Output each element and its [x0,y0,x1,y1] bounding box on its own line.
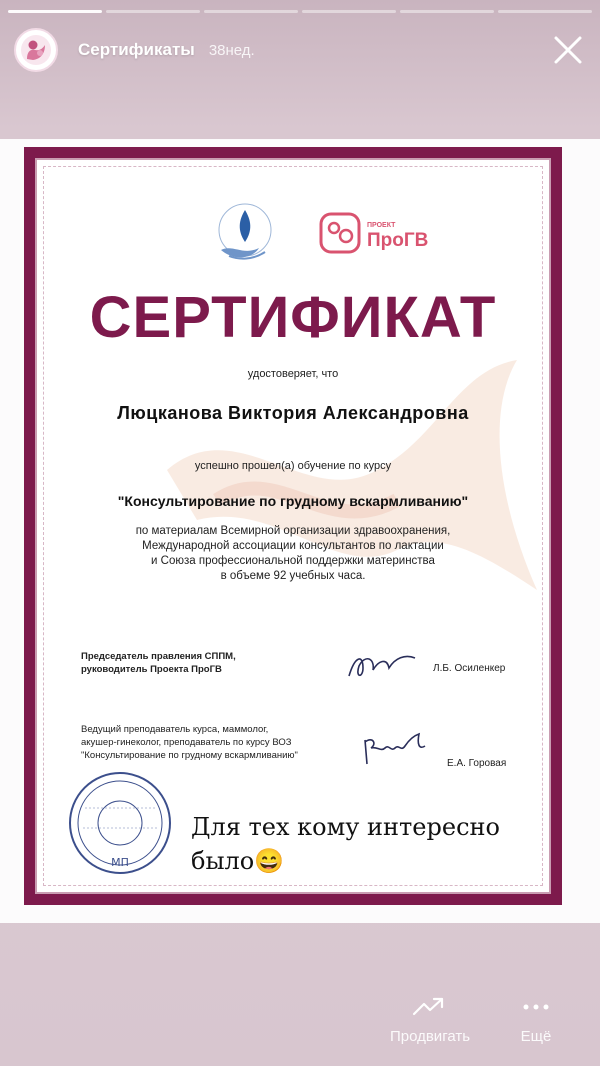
story-actions [0,976,600,1066]
caption-line: было😄 [187,847,288,875]
story-age: 38нед. [208,41,255,59]
promote-label: Продвигать [389,1028,471,1045]
details-line: в объеме 92 учебных часа. [220,570,366,582]
certificate-heading: СЕРТИФИКАТ [89,285,497,350]
progv-logo [319,212,439,262]
details-line: по материалам Всемирной организации здравоохранения, [135,525,451,537]
certificate-body [35,158,551,894]
stamp-seal [65,768,175,878]
avatar[interactable] [14,28,58,72]
progress-segment [106,10,200,13]
mother-baby-logo-icon [19,33,53,67]
more-label: Ещё [520,1028,552,1045]
progv-mark-icon [319,212,361,254]
signer2-role-line: "Консультирование по грудному вскармливанию" [81,750,298,761]
certificate [24,147,562,905]
signer2-name: Е.А. Горовая [447,758,507,769]
signer1-role-line: руководитель Проекта ПроГВ [81,664,222,675]
course-details [37,524,549,584]
progress-segment [400,10,494,13]
details-line: и Союза профессиональной поддержки материнства [151,555,435,567]
story-progress [8,10,592,13]
recipient-name: Люцканова Виктория Александровна [117,403,469,423]
progv-large-label: ПроГВ [367,230,429,251]
certificate-logos [37,200,549,280]
progress-segment [204,10,298,13]
signer1-role-line: Председатель правления СППМ, [81,651,236,662]
certifies-text: удостоверяет, что [247,368,339,380]
story-image [0,139,600,923]
progv-small-label: ПРОЕКТ [367,222,396,229]
close-button[interactable] [552,34,584,66]
details-line: Международной ассоциации консультантов по лактации [142,540,444,552]
signer1-role [81,650,236,676]
stamp-label: МП [111,856,129,869]
signer1-name: Л.Б. Осиленкер [433,663,506,674]
progress-segment [8,10,102,13]
sppm-logo-icon [209,200,281,272]
caption-line: Для тех кому интересно [187,813,504,841]
close-icon [552,34,584,66]
more-dots-icon [518,996,554,1018]
progress-segment [498,10,592,13]
progress-segment [302,10,396,13]
story-header [14,26,586,74]
signer2-role [81,723,298,762]
signer2-role-line: Ведущий преподаватель курса, маммолог, [81,724,269,735]
promote-button[interactable] [370,996,490,1045]
more-button[interactable] [476,996,596,1045]
signature-1-icon [345,650,419,684]
completed-text: успешно прошел(а) обучение по курсу [194,460,392,472]
signature-2-icon [361,730,431,770]
signer2-role-line: акушер-гинеколог, преподаватель по курсу ВОЗ [81,737,292,748]
story-caption [187,810,504,878]
story-title[interactable]: Сертификаты [78,40,195,59]
trending-up-icon [412,996,448,1018]
course-title: "Консультирование по грудному вскармливанию" [117,493,469,509]
